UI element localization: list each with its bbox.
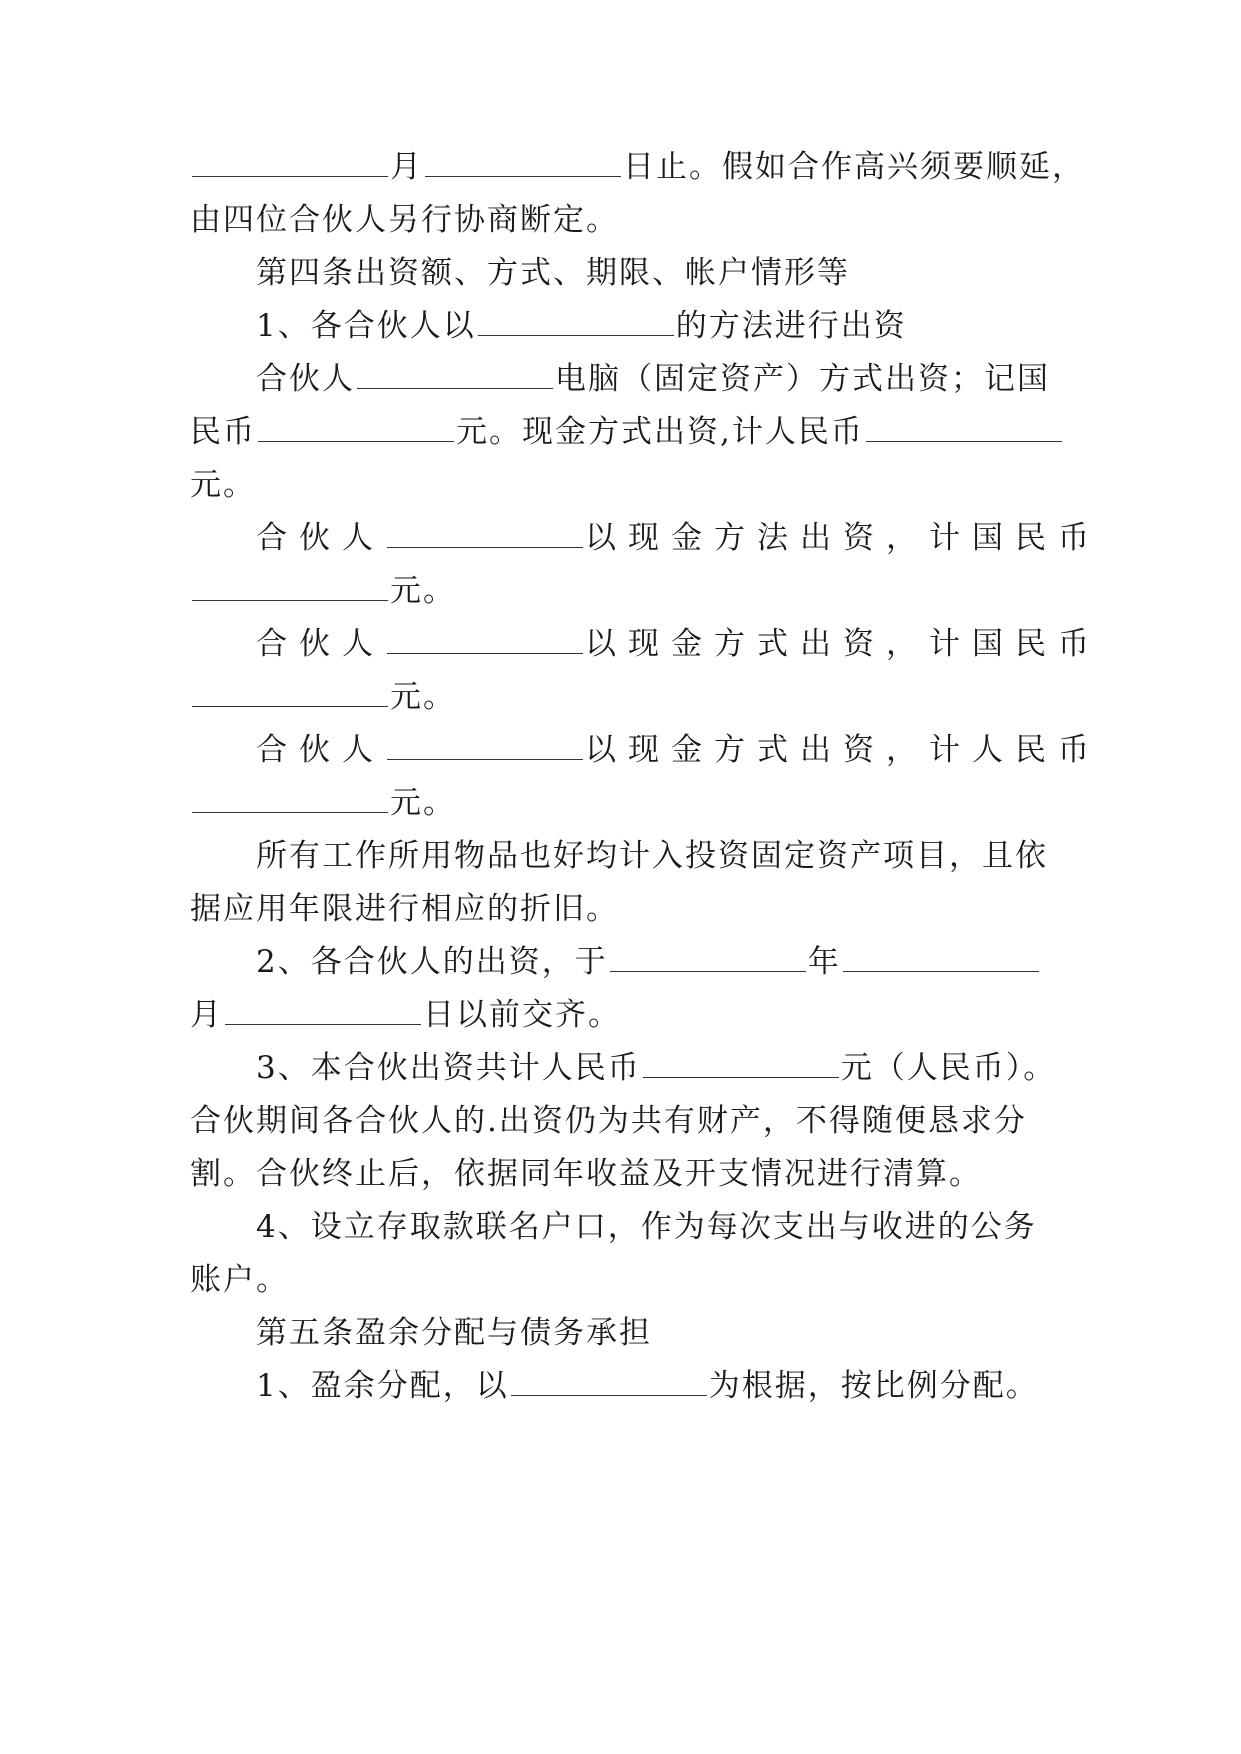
- fill-blank: [357, 386, 553, 389]
- fill-blank: [643, 1075, 839, 1078]
- fill-blank: [225, 1022, 421, 1025]
- text-line: 所有工作所用物品也好均计入投资固定资产项目，且依: [256, 838, 1048, 874]
- fill-blank: [610, 969, 806, 972]
- fill-blank: [387, 757, 583, 760]
- text-line: 割。合伙终止后，依据同年收益及开支情况进行清算。: [190, 1156, 982, 1192]
- fill-blank: [425, 174, 621, 177]
- text-line: 合伙期间各合伙人的.出资仍为共有财产，不得随便恳求分: [190, 1103, 1027, 1139]
- text-line: 2、各合伙人的出资，于 年: [256, 932, 1041, 992]
- text-line: 账户。: [190, 1262, 289, 1298]
- section-heading: 第四条出资额、方式、期限、帐户情形等: [256, 255, 850, 291]
- text-line: 合伙人 以现金方法出资，计国民币: [256, 520, 1101, 556]
- fill-blank: [192, 810, 388, 813]
- fill-blank: [478, 333, 674, 336]
- text-line: 3、本合伙出资共计人民币 元（人民币）。: [256, 1050, 1057, 1086]
- fill-blank: [866, 439, 1062, 442]
- fill-blank: [258, 439, 454, 442]
- fill-blank: [387, 545, 583, 548]
- fill-blank: [843, 969, 1039, 972]
- text-line: 元。: [190, 467, 256, 503]
- text-line: 月 日止。假如合作高兴须要顺延，: [190, 137, 1085, 197]
- text-line: 1、盈余分配，以 为根据，按比例分配。: [256, 1368, 1039, 1404]
- fill-blank: [387, 651, 583, 654]
- text-line: 元。: [190, 667, 456, 727]
- section-heading: 第五条盈余分配与债务承担: [256, 1315, 652, 1351]
- text-line: 合伙人 以现金方式出资，计人民币: [256, 732, 1101, 768]
- text-line: 1、各合伙人以 的方法进行出资: [256, 308, 907, 344]
- text-line: 合伙人 以现金方式出资，计国民币: [256, 626, 1101, 662]
- text-line: 元。: [190, 561, 456, 621]
- fill-blank: [192, 174, 388, 177]
- text-line: 4、设立存取款联名户口，作为每次支出与收进的公务: [256, 1209, 1037, 1245]
- text-line: 合伙人 电脑（固定资产）方式出资；记国: [256, 361, 1050, 397]
- text-line: 民币 元。现金方式出资,计人民币: [190, 402, 1064, 462]
- fill-blank: [511, 1393, 707, 1396]
- fill-blank: [192, 598, 388, 601]
- text-line: 月 日以前交齐。: [190, 997, 621, 1033]
- text-line: 据应用年限进行相应的折旧。: [190, 891, 619, 927]
- fill-blank: [192, 704, 388, 707]
- text-line: 由四位合伙人另行协商断定。: [190, 202, 619, 238]
- text-line: 元。: [190, 773, 456, 833]
